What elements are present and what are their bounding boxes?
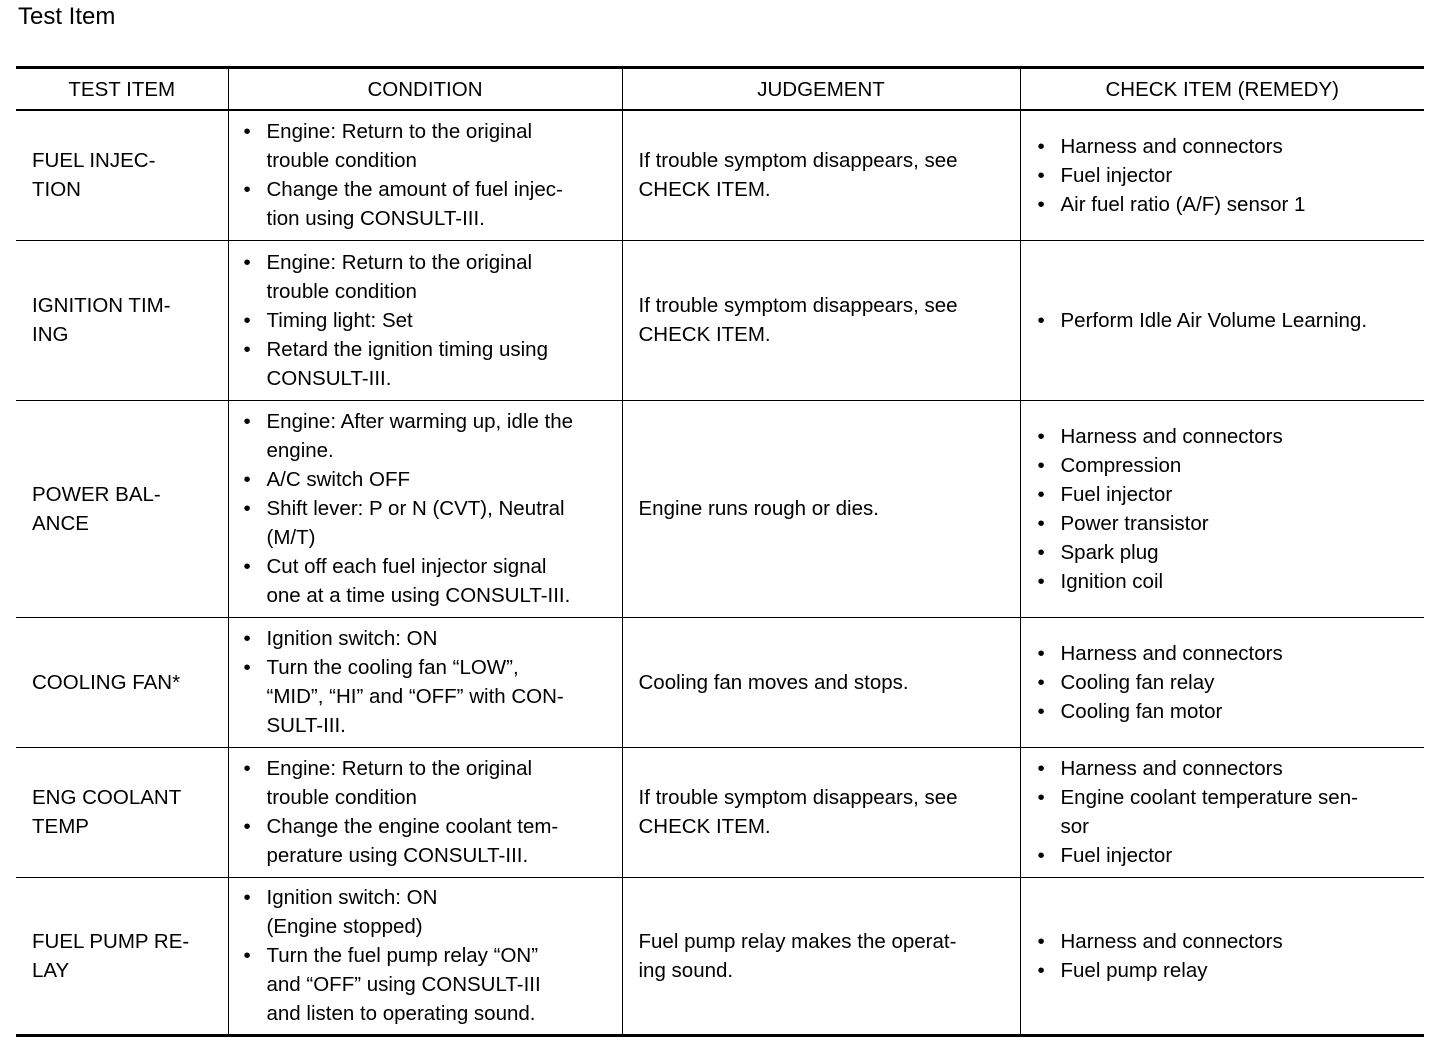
- table-row: [16, 617, 1424, 747]
- test-item-cell: COOLING FAN*: [16, 617, 228, 747]
- check-bullet: • Fuel injector: [1035, 480, 1421, 509]
- check-item-cell: [1020, 400, 1424, 617]
- table-row: [16, 877, 1424, 1035]
- check-bullet: • Power transistor: [1035, 509, 1421, 538]
- condition-cell: [228, 110, 622, 240]
- check-item-cell: [1020, 747, 1424, 877]
- condition-bullet: • Shift lever: P or N (CVT), Neutral (M/T): [241, 494, 618, 552]
- check-bullet: • Harness and connectors: [1035, 754, 1421, 783]
- condition-bullet: • Engine: Return to the original trouble condition: [241, 754, 618, 812]
- condition-bullet: • Timing light: Set: [241, 306, 618, 335]
- check-bullet: • Fuel pump relay: [1035, 956, 1421, 985]
- test-item-table: [16, 66, 1424, 1037]
- condition-bullet: • Engine: After warming up, idle the engine.: [241, 407, 618, 465]
- condition-bullet: • Change the engine coolant tem- perature using CONSULT-III.: [241, 812, 618, 870]
- check-item-cell: [1020, 877, 1424, 1035]
- check-item-cell: [1020, 240, 1424, 400]
- condition-bullet: • Change the amount of fuel injec- tion using CONSULT-III.: [241, 175, 618, 233]
- check-item-cell: [1020, 617, 1424, 747]
- header-test-item: TEST ITEM: [16, 68, 228, 111]
- check-bullet: • Cooling fan relay: [1035, 668, 1421, 697]
- header-judgement: JUDGEMENT: [622, 68, 1020, 111]
- header-check-item: CHECK ITEM (REMEDY): [1020, 68, 1424, 111]
- condition-bullet: • Retard the ignition timing using CONSULT-III.: [241, 335, 618, 393]
- check-bullet: • Air fuel ratio (A/F) sensor 1: [1035, 190, 1421, 219]
- condition-cell: [228, 617, 622, 747]
- test-item-cell: FUEL INJEC- TION: [16, 110, 228, 240]
- check-bullet: • Harness and connectors: [1035, 927, 1421, 956]
- table-row: [16, 747, 1424, 877]
- header-row: [16, 68, 1424, 111]
- check-bullet: • Harness and connectors: [1035, 132, 1421, 161]
- check-bullet: • Spark plug: [1035, 538, 1421, 567]
- condition-cell: [228, 240, 622, 400]
- header-condition: CONDITION: [228, 68, 622, 111]
- condition-bullet: • Engine: Return to the original trouble condition: [241, 248, 618, 306]
- judgement-cell: Engine runs rough or dies.: [622, 400, 1020, 617]
- judgement-cell: If trouble symptom disappears, see CHECK ITEM.: [622, 240, 1020, 400]
- test-item-cell: ENG COOLANT TEMP: [16, 747, 228, 877]
- check-bullet: • Ignition coil: [1035, 567, 1421, 596]
- table-row: [16, 110, 1424, 240]
- check-bullet: • Perform Idle Air Volume Learning.: [1035, 306, 1421, 335]
- table-row: [16, 400, 1424, 617]
- judgement-cell: If trouble symptom disappears, see CHECK ITEM.: [622, 747, 1020, 877]
- judgement-cell: If trouble symptom disappears, see CHECK ITEM.: [622, 110, 1020, 240]
- check-bullet: • Engine coolant temperature sen- sor: [1035, 783, 1421, 841]
- condition-bullet: • Turn the fuel pump relay “ON” and “OFF” using CONSULT-III and listen to operating sound.: [241, 941, 618, 1028]
- page-title: Test Item: [18, 3, 116, 30]
- check-item-cell: [1020, 110, 1424, 240]
- check-bullet: • Harness and connectors: [1035, 639, 1421, 668]
- check-bullet: • Fuel injector: [1035, 841, 1421, 870]
- table-row: [16, 240, 1424, 400]
- condition-cell: [228, 747, 622, 877]
- check-bullet: • Fuel injector: [1035, 161, 1421, 190]
- condition-bullet: • Engine: Return to the original trouble condition: [241, 117, 618, 175]
- condition-bullet: • A/C switch OFF: [241, 465, 618, 494]
- test-item-cell: POWER BAL- ANCE: [16, 400, 228, 617]
- condition-bullet: • Turn the cooling fan “LOW”, “MID”, “HI” and “OFF” with CON- SULT-III.: [241, 653, 618, 740]
- judgement-cell: Cooling fan moves and stops.: [622, 617, 1020, 747]
- test-item-cell: FUEL PUMP RE- LAY: [16, 877, 228, 1035]
- test-item-cell: IGNITION TIM- ING: [16, 240, 228, 400]
- condition-cell: [228, 400, 622, 617]
- check-bullet: • Harness and connectors: [1035, 422, 1421, 451]
- condition-bullet: • Ignition switch: ON (Engine stopped): [241, 883, 618, 941]
- judgement-cell: Fuel pump relay makes the operat- ing sound.: [622, 877, 1020, 1035]
- check-bullet: • Cooling fan motor: [1035, 697, 1421, 726]
- check-bullet: • Compression: [1035, 451, 1421, 480]
- condition-bullet: • Ignition switch: ON: [241, 624, 618, 653]
- condition-bullet: • Cut off each fuel injector signal one at a time using CONSULT-III.: [241, 552, 618, 610]
- condition-cell: [228, 877, 622, 1035]
